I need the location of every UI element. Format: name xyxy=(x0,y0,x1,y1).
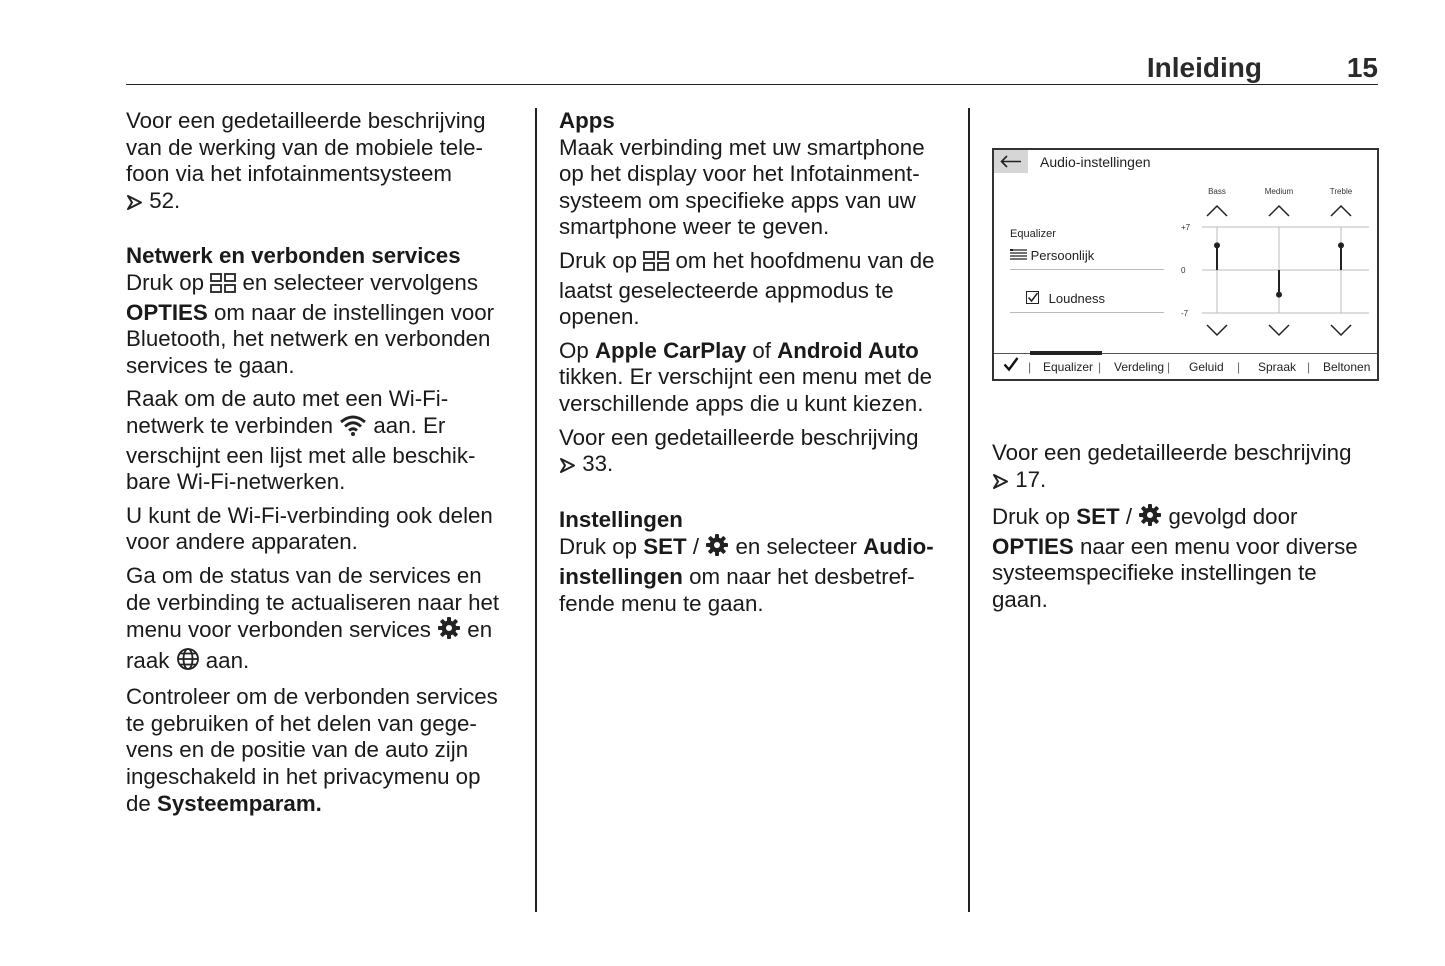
scale-min-label: -7 xyxy=(1181,309,1189,318)
paragraph: Op Apple CarPlay of Android Auto tikken. Er verschijnt een menu met de verschillende apps die u kunt kiezen. xyxy=(559,337,933,416)
band-slider-handle[interactable] xyxy=(1276,292,1282,298)
tab-geluid[interactable]: Geluid xyxy=(1189,360,1224,374)
scale-max-label: +7 xyxy=(1181,223,1191,232)
band-down-icon[interactable] xyxy=(1207,325,1227,335)
divider-line xyxy=(1010,312,1164,313)
reference-arrow-icon xyxy=(992,470,1009,497)
paragraph: Voor een gedetailleerde beschrijving 17. xyxy=(992,440,1387,496)
paragraph: Druk op SET / gevolgd door OPTIES naar een menu voor diverse systeemspecifieke instellingen te gaan. xyxy=(992,504,1358,612)
scale-zero-label: 0 xyxy=(1181,266,1186,275)
paragraph: Druk op en selecteer vervolgens OPTIES om naar de instellingen voor Bluetooth, het netwerk en verbonden services te gaan. xyxy=(126,269,495,378)
section-title: Inleiding xyxy=(1146,52,1262,83)
column-3 xyxy=(992,440,1387,621)
paragraph: Raak om de auto met een Wi-Fi- netwerk te verbinden aan. Er verschijnt een lijst met alle beschik- bare Wi-Fi-netwerken. xyxy=(126,386,476,495)
paragraph: Maak verbinding met uw smartphone op het display voor het Infotainment- systeem om specifieke apps van uw smartphone weer te geven. xyxy=(559,134,925,240)
preset-value: Persoonlijk xyxy=(1030,248,1095,263)
tab-spraak[interactable]: Spraak xyxy=(1258,360,1297,374)
page-reference: 33. xyxy=(582,451,614,477)
confirm-check-icon[interactable] xyxy=(1003,356,1019,375)
heading-settings: Instellingen xyxy=(559,506,683,532)
wifi-icon xyxy=(339,414,367,443)
equalizer-label: Equalizer xyxy=(1010,228,1056,240)
paragraph: Ga om de status van de services en de verbinding te actualiseren naar het menu voor verbonden services en raak aan. xyxy=(126,563,526,677)
back-arrow-icon xyxy=(1000,155,1022,168)
band-label: Treble xyxy=(1329,187,1353,196)
band-label: Medium xyxy=(1264,187,1294,196)
page-reference: 52. xyxy=(149,187,181,213)
paragraph: U kunt de Wi-Fi-verbinding ook delen voor andere apparaten. xyxy=(126,502,493,555)
band-slider-handle[interactable] xyxy=(1338,242,1344,248)
paragraph: Druk op om het hoofdmenu van de laatst geselecteerde appmodus te openen. xyxy=(559,247,935,330)
paragraph: Controleer om de verbonden services te gebruiken of het delen van gege- vens en de positie van de auto zijn ingeschakeld in het privacymenu op de Systeemparam. xyxy=(126,684,498,816)
page-number: 15 xyxy=(1346,52,1378,83)
preset-selector[interactable] xyxy=(1010,248,1094,263)
screen-title-bar xyxy=(994,150,1377,173)
screen-title: Audio-instellingen xyxy=(1040,154,1151,170)
band-down-icon[interactable] xyxy=(1269,325,1289,335)
tab-beltonen[interactable]: Beltonen xyxy=(1323,360,1371,374)
paragraph: Druk op SET / en selecteer Audio- instellingen om naar het desbetref- fende menu te gaan. xyxy=(559,534,934,616)
column-divider xyxy=(968,108,970,912)
gear-icon xyxy=(705,533,729,564)
band-slider-handle[interactable] xyxy=(1214,242,1220,248)
list-icon xyxy=(1010,249,1027,260)
loudness-label: Loudness xyxy=(1048,291,1106,306)
band-up-icon[interactable] xyxy=(1331,206,1351,216)
reference-arrow-icon xyxy=(126,191,143,218)
audio-settings-screen xyxy=(992,148,1379,381)
tab-bar: | Equalizer | Verdeling | Geluid | Spraak | Beltonen xyxy=(994,353,1377,378)
home-grid-icon xyxy=(643,251,669,278)
gear-icon xyxy=(437,616,461,647)
band-label: Bass xyxy=(1208,187,1226,196)
home-grid-icon xyxy=(210,273,236,300)
column-2 xyxy=(559,108,954,624)
reference-arrow-icon xyxy=(559,454,576,481)
tab-equalizer[interactable]: Equalizer xyxy=(1043,360,1094,374)
divider-line xyxy=(1010,269,1164,270)
page-header xyxy=(126,50,1378,85)
column-divider xyxy=(535,108,537,912)
band-up-icon[interactable] xyxy=(1207,206,1227,216)
column-1 xyxy=(126,108,526,824)
heading-apps: Apps xyxy=(559,108,615,133)
band-up-icon[interactable] xyxy=(1269,206,1289,216)
paragraph: Voor een gedetailleerde beschrijving 33. xyxy=(559,425,954,481)
band-down-icon[interactable] xyxy=(1331,325,1351,335)
page-reference: 17. xyxy=(1015,466,1047,492)
equalizer-graph xyxy=(1177,180,1377,380)
gear-icon xyxy=(1138,503,1162,534)
heading-network: Netwerk en verbonden services xyxy=(126,243,461,269)
back-button[interactable] xyxy=(994,150,1028,173)
paragraph: Voor een gedetailleerde beschrijving van de werking van de mobiele tele- foon via het infotainmentsysteem 52. xyxy=(126,108,526,217)
globe-icon xyxy=(176,647,200,678)
tab-verdeling[interactable]: Verdeling xyxy=(1114,360,1165,374)
active-tab-indicator xyxy=(1030,351,1102,355)
checkbox-icon xyxy=(1026,291,1039,304)
loudness-checkbox[interactable] xyxy=(1026,291,1105,306)
